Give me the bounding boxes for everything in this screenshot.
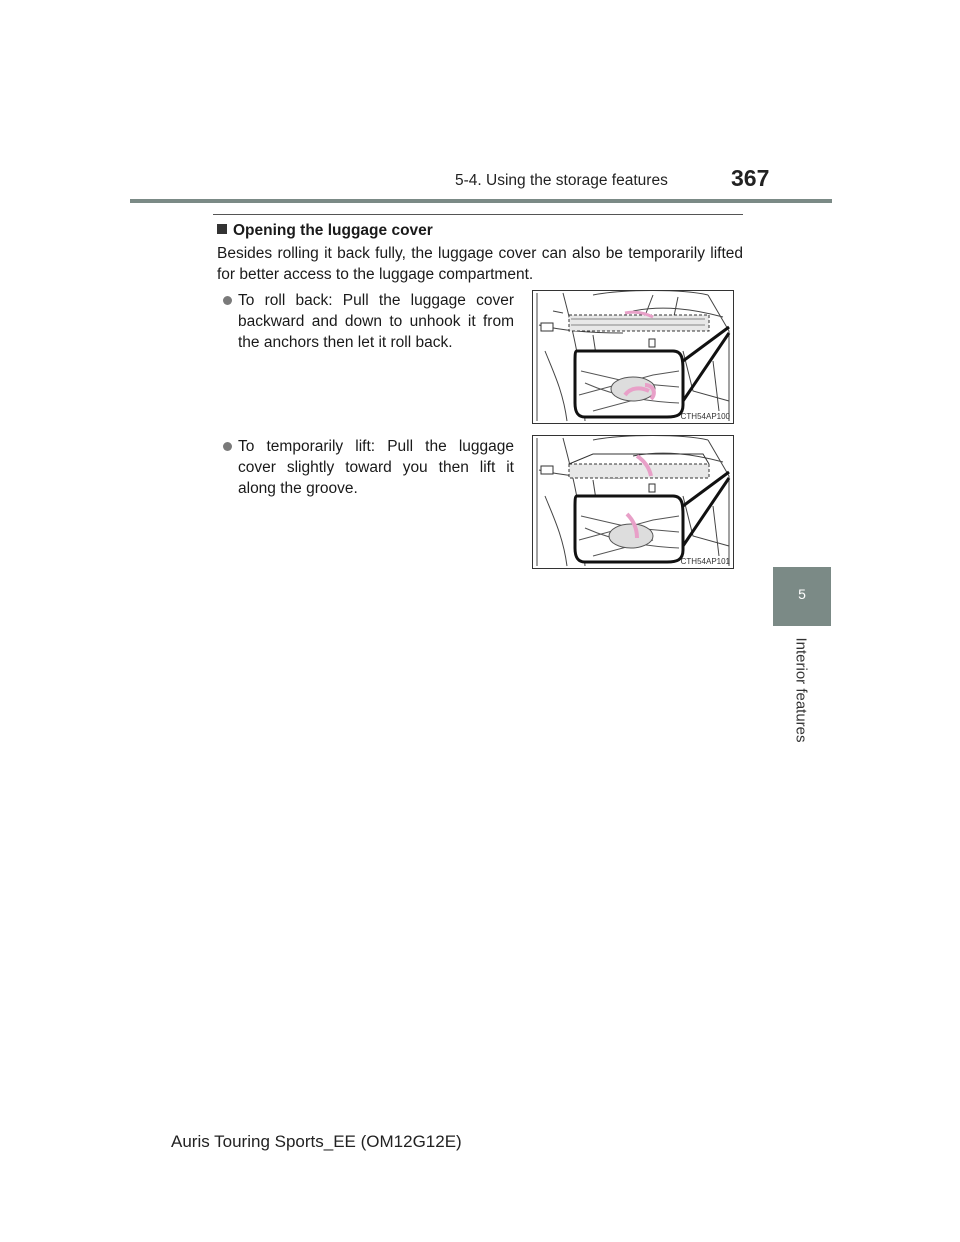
section-heading xyxy=(217,222,433,240)
list-item-text: To roll back: Pull the luggage cover backward and down to unhook it from the anchors then let it roll back. xyxy=(238,292,514,351)
figure-code: CTH54AP101 xyxy=(680,557,730,566)
page-number: 367 xyxy=(731,165,770,191)
intro-paragraph: Besides rolling it back fully, the luggage cover can also be temporarily lifted for better access to the luggage compartment. xyxy=(217,245,743,283)
temporary-lift-illustration xyxy=(532,435,734,569)
luggage-cover-lift-drawing xyxy=(533,436,733,568)
running-header-section: 5-4. Using the storage features xyxy=(455,172,668,189)
circle-bullet-icon xyxy=(223,296,232,305)
footer-model-code: Auris Touring Sports_EE (OM12G12E) xyxy=(171,1132,462,1151)
chapter-number: 5 xyxy=(798,586,806,602)
luggage-cover-roll-back-drawing xyxy=(533,291,733,423)
list-item xyxy=(238,436,514,499)
chapter-title: Interior features xyxy=(792,637,810,743)
chapter-tab xyxy=(773,567,831,626)
header-rule xyxy=(130,199,832,203)
figure-code: CTH54AP100 xyxy=(680,412,730,421)
roll-back-illustration xyxy=(532,290,734,424)
section-divider xyxy=(213,214,743,215)
circle-bullet-icon xyxy=(223,442,232,451)
list-item-text: To temporarily lift: Pull the luggage cover slightly toward you then lift it along the groove. xyxy=(238,438,514,497)
section-heading-text: Opening the luggage cover xyxy=(233,222,433,239)
square-bullet-icon xyxy=(217,224,227,234)
list-item xyxy=(238,290,514,353)
